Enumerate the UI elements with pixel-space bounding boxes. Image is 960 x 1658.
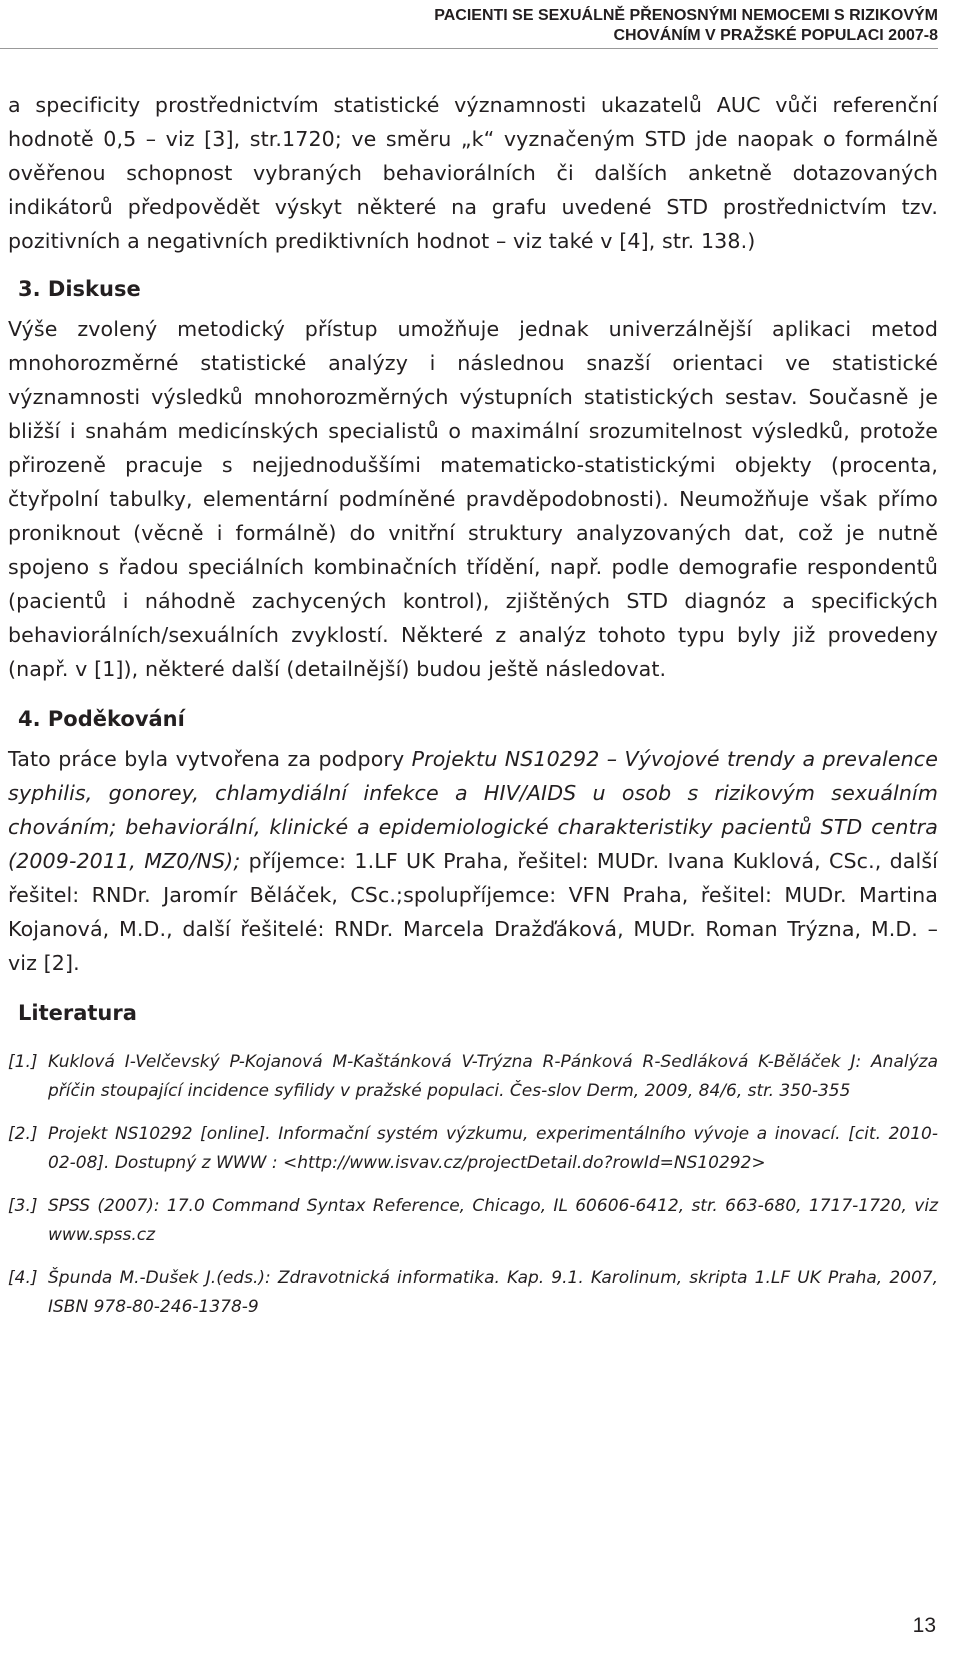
reference-text: Projekt NS10292 [online]. Informační systém výzkumu, experimentálního vývoje a inovací. [cit. 2010-02-08]. Dostupný z WWW : <http://www.isvav.cz/projectDetail.do?rowId=NS10292> (48, 1124, 938, 1173)
reference-number: [2.] (8, 1124, 38, 1144)
reference-text: Kuklová I-Velčevský P-Kojanová M-Kaštánková V-Trýzna R-Pánková R-Sedláková K-Běláček J: Analýza příčin stoupající incidence syfilidy v pražské populaci. Čes-slov Derm, 2009, 84/6, str. 350-355 (48, 1052, 938, 1101)
reference-item (8, 1048, 938, 1106)
reference-list (8, 1048, 938, 1322)
section-heading-literatura: Literatura (18, 1001, 137, 1025)
reference-number: [1.] (8, 1052, 38, 1072)
reference-text: Špunda M.-Dušek J.(eds.): Zdravotnická informatika. Kap. 9.1. Karolinum, skripta 1.LF UK Praha, 2007, ISBN 978-80-246-1378-9 (48, 1268, 938, 1317)
page-number: 13 (912, 1614, 936, 1637)
podekovani-text-before: Tato práce byla vytvořena za podpory (8, 747, 412, 771)
podekovani-project-title: Projektu NS10292 – Vývojové trendy a prevalence syphilis, gonorey, chlamydiální infekce a HIV/AIDS u osob s rizikovým sexuálním chováním; behaviorální, klinické a epidemiologické charakteristiky pacientů STD centra (2009-2011, MZ0/NS); (8, 747, 938, 873)
running-header-line-2: CHOVÁNÍM V PRAŽSKÉ POPULACI 2007-8 (613, 27, 938, 44)
reference-item (8, 1264, 938, 1322)
intro-paragraph: a specificity prostřednictvím statistické významnosti ukazatelů AUC vůči referenční hodnotě 0,5 – viz [3], str.1720; ve směru „k“ vyznačeným STD jde naopak o formálně ověřenou schopnost vybraných behaviorálních či dalších anketně dotazovaných indikátorů předpovědět výskyt některé na grafu uvedené STD prostřednictvím tzv. pozitivních a negativních prediktivních hodnot – viz také v [4], str. 138.) (8, 93, 938, 253)
diskuse-paragraph: Výše zvolený metodický přístup umožňuje jednak univerzálnější aplikaci metod mnohorozměrné statistické analýzy i následnou snazší orientaci ve statistické významnosti výsledků mnohorozměrných výstupních statistických sestav. Současně je bližší i snahám medicínských specialistů o maximální srozumitelnost výsledků, protože přirozeně pracuje s nejjednoduššími matematicko-statistickými objekty (procenta, čtyřpolní tabulky, elementární podmíněné pravděpodobnosti). Neumožňuje však přímo proniknout (věcně i formálně) do vnitřní struktury analyzovaných dat, což je nutně spojeno s řadou speciálních kombinačních třídění, např. podle demografie respondentů (pacientů i náhodně zachycených kontrol), zjištěných STD diagnóz a specifických behaviorálních/sexuálních zvyklostí. Některé z analýz tohoto typu byly již provedeny (např. v [1]), některé další (detailnější) budou ještě následovat. (8, 317, 938, 681)
reference-item (8, 1120, 938, 1178)
running-header (0, 0, 938, 46)
reference-number: [4.] (8, 1268, 38, 1288)
running-header-line-1: PACIENTI SE SEXUÁLNĚ PŘENOSNÝMI NEMOCEMI S RIZIKOVÝM (434, 7, 938, 24)
reference-text: SPSS (2007): 17.0 Command Syntax Reference, Chicago, IL 60606-6412, str. 663-680, 1717-1720, viz www.spss.cz (48, 1196, 938, 1245)
reference-number: [3.] (8, 1196, 38, 1216)
header-rule (0, 48, 938, 49)
podekovani-text-after: příjemce: 1.LF UK Praha, řešitel: MUDr. Ivana Kuklová, CSc., další řešitel: RNDr. Jaromír Běláček, CSc.;spolupříjemce: VFN Praha, řešitel: MUDr. Martina Kojanová, M.D., další řešitelé: RNDr. Marcela Dražďáková, MUDr. Roman Trýzna, M.D. – viz [2]. (8, 849, 938, 975)
podekovani-paragraph (8, 742, 938, 980)
page-content (8, 88, 938, 1336)
reference-item (8, 1192, 938, 1250)
section-heading-diskuse: 3. Diskuse (18, 277, 141, 301)
section-heading-podekovani: 4. Poděkování (18, 707, 185, 731)
